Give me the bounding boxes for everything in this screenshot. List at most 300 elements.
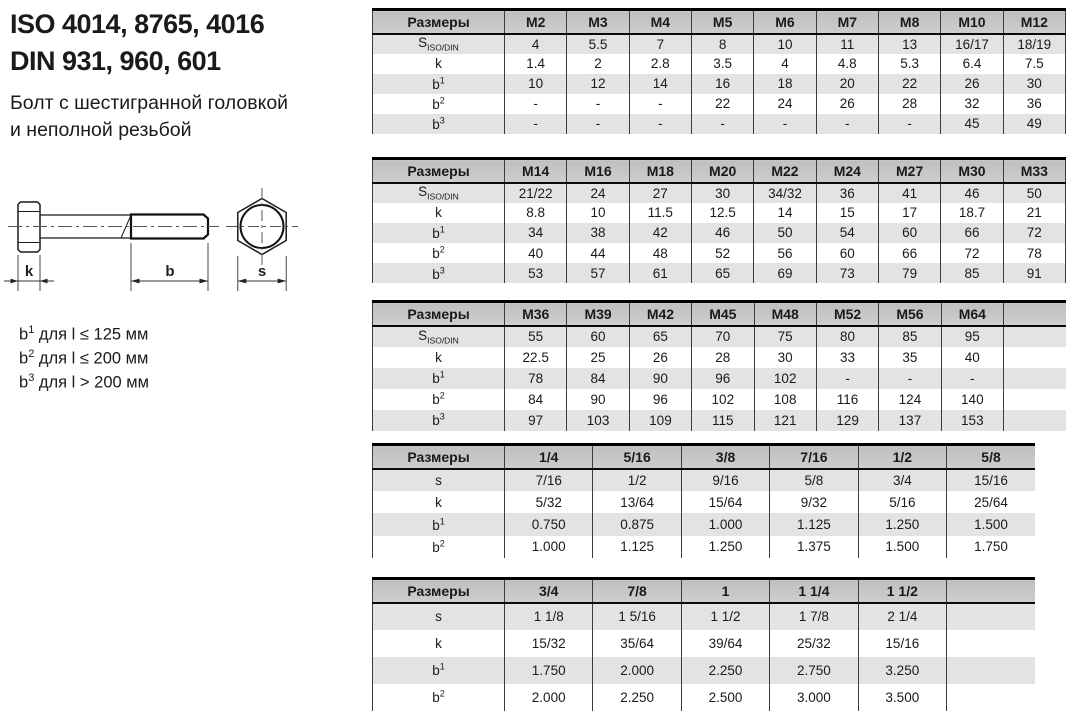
empty-cell: [1004, 368, 1067, 389]
size-column-header: M56: [879, 302, 941, 326]
dimension-value: 32: [941, 94, 1003, 114]
dimension-value: 85: [941, 263, 1003, 283]
table-corner-label: Размеры: [373, 159, 505, 183]
dimension-value: 7/16: [505, 469, 593, 491]
size-column-header: 1/2: [858, 445, 946, 469]
dimension-value: 4: [505, 34, 567, 54]
table-row: [373, 657, 1036, 684]
dimension-value: 2: [567, 54, 629, 74]
size-column-header: M30: [941, 159, 1003, 183]
dimension-value: 30: [754, 347, 816, 368]
dimension-value: 60: [878, 223, 940, 243]
dimension-value: 38: [567, 223, 629, 243]
dimension-value: 90: [629, 368, 691, 389]
dimension-value: 72: [941, 243, 1003, 263]
empty-column-header: [947, 579, 1035, 603]
din-standards-line: DIN 931, 960, 601: [10, 46, 221, 76]
dimension-value: 5/32: [505, 491, 593, 513]
description-line-1: Болт с шестигранной головкой: [10, 92, 289, 114]
table-row: [373, 513, 1036, 535]
empty-cell: [947, 684, 1035, 711]
dimension-value: 9/32: [770, 491, 858, 513]
row-header: [373, 491, 505, 513]
dimension-value: 7: [629, 34, 691, 54]
dimension-value: 65: [691, 263, 753, 283]
size-column-header: M64: [941, 302, 1003, 326]
size-column-header: M16: [567, 159, 629, 183]
table-row: [373, 389, 1067, 410]
size-column-header: 1: [681, 579, 769, 603]
dimension-value: 1.250: [681, 536, 769, 558]
dimension-value: 96: [692, 368, 754, 389]
dimension-value: 42: [629, 223, 691, 243]
dimension-label-s: s: [257, 263, 267, 280]
dimension-value: 25/32: [770, 630, 858, 657]
size-column-header: M33: [1003, 159, 1065, 183]
dimension-value: 52: [691, 243, 753, 263]
dimension-value: 57: [567, 263, 629, 283]
dimension-value: 102: [692, 389, 754, 410]
dimension-value: 1.750: [947, 536, 1035, 558]
dimension-value: 103: [567, 410, 629, 431]
dimension-value: 72: [1003, 223, 1065, 243]
size-column-header: M14: [505, 159, 567, 183]
dimension-value: 40: [505, 243, 567, 263]
dimension-value: 46: [941, 183, 1003, 203]
table-corner-label: Размеры: [373, 445, 505, 469]
dimension-value: 124: [879, 389, 941, 410]
dimension-value: 50: [754, 223, 816, 243]
row-label: k: [435, 205, 442, 221]
thread-length-note: $b^2$ для l ≤ 200 мм: [19, 348, 149, 368]
size-column-header: M24: [816, 159, 878, 183]
size-column-header: M12: [1003, 10, 1065, 34]
dimension-value: 16: [691, 74, 753, 94]
row-header: [373, 536, 505, 558]
dimension-value: 14: [754, 203, 816, 223]
dimension-value: 49: [1003, 114, 1065, 134]
row-header: [373, 347, 505, 368]
size-column-header: M27: [878, 159, 940, 183]
row-header: [373, 657, 505, 684]
dimension-value: 3.5: [691, 54, 753, 74]
dimension-value: 50: [1003, 183, 1065, 203]
dimension-value: 36: [816, 183, 878, 203]
dimension-value: 10: [567, 203, 629, 223]
row-label: $b^2$: [432, 244, 445, 262]
dimension-value: 12: [567, 74, 629, 94]
dimension-value: -: [816, 368, 878, 389]
dimension-value: -: [691, 114, 753, 134]
dimension-value: 95: [941, 326, 1003, 347]
row-header: [373, 263, 505, 283]
row-label: $S_{ISO/DIN}$: [418, 327, 459, 346]
row-header: [373, 54, 505, 74]
row-label: $b^1$: [432, 224, 445, 242]
dimension-value: 1.125: [593, 536, 681, 558]
dimension-value: 1.000: [681, 513, 769, 535]
row-label: s: [435, 609, 442, 624]
dimension-value: 80: [816, 326, 878, 347]
dimension-value: 20: [816, 74, 878, 94]
dimension-value: 79: [878, 263, 940, 283]
dimension-value: 55: [505, 326, 567, 347]
size-column-header: M20: [691, 159, 753, 183]
row-label: $b^3$: [432, 265, 445, 282]
dimension-value: 2.500: [681, 684, 769, 711]
dimension-value: 65: [629, 326, 691, 347]
dimension-value: 5.3: [878, 54, 940, 74]
dimension-value: 6.4: [941, 54, 1003, 74]
dimension-value: 22.5: [505, 347, 567, 368]
dimension-value: 21: [1003, 203, 1065, 223]
thread-length-note: $b^1$ для l ≤ 125 мм: [19, 324, 149, 344]
table-row: [373, 54, 1066, 74]
dimension-value: 41: [878, 183, 940, 203]
dimension-value: 22: [878, 74, 940, 94]
dimension-value: 66: [941, 223, 1003, 243]
empty-cell: [1004, 389, 1067, 410]
table-row: [373, 34, 1066, 54]
size-column-header: 5/8: [947, 445, 1035, 469]
dimension-value: 1.250: [858, 513, 946, 535]
table-row: [373, 347, 1067, 368]
dimension-value: 61: [629, 263, 691, 283]
dimension-value: -: [505, 114, 567, 134]
row-header: [373, 326, 505, 347]
row-header: [373, 684, 505, 711]
table-row: [373, 536, 1036, 558]
table-corner-label: Размеры: [373, 302, 505, 326]
row-label: $S_{ISO/DIN}$: [418, 184, 459, 202]
dimension-value: 129: [816, 410, 878, 431]
dimension-value: 56: [754, 243, 816, 263]
empty-cell: [947, 630, 1035, 657]
bolt-technical-drawing: [0, 160, 330, 305]
dimension-value: 25: [567, 347, 629, 368]
table-row: [373, 74, 1066, 94]
dimension-table-metric-small: [372, 8, 1066, 134]
dimension-value: 18/19: [1003, 34, 1065, 54]
dimension-value: 36: [1003, 94, 1065, 114]
dimension-value: 27: [629, 183, 691, 203]
dimension-value: 1/2: [593, 469, 681, 491]
dimension-value: 45: [941, 114, 1003, 134]
row-label: k: [435, 349, 442, 365]
dimension-value: 46: [691, 223, 753, 243]
row-label: k: [435, 494, 442, 510]
row-label: $S_{ISO/DIN}$: [418, 35, 459, 53]
dimension-value: -: [629, 94, 691, 114]
row-header: [373, 389, 505, 410]
bolt-end-view: [226, 188, 298, 291]
dimension-value: 17: [878, 203, 940, 223]
dimension-value: 30: [1003, 74, 1065, 94]
empty-cell: [1004, 410, 1067, 431]
dimension-value: 10: [505, 74, 567, 94]
table-row: [373, 410, 1067, 431]
row-header: [373, 203, 505, 223]
dimension-value: 2.250: [681, 657, 769, 684]
dimension-value: 5.5: [567, 34, 629, 54]
table-corner-label: Размеры: [373, 579, 505, 603]
thread-length-note: $b^3$ для l > 200 мм: [19, 372, 149, 392]
row-header: [373, 223, 505, 243]
dimension-value: 48: [629, 243, 691, 263]
size-column-header: 3/8: [681, 445, 769, 469]
row-label: $b^1$: [432, 369, 445, 387]
dimension-table-inch-small: [372, 443, 1035, 558]
empty-column-header: [1004, 302, 1067, 326]
empty-cell: [1004, 347, 1067, 368]
dimension-value: -: [879, 368, 941, 389]
size-column-header: 1/4: [505, 445, 593, 469]
dimension-value: 8: [691, 34, 753, 54]
bolt-side-view: [4, 202, 219, 291]
dimension-value: 102: [754, 368, 816, 389]
dimension-value: 1 1/8: [505, 603, 593, 630]
dimension-value: 34: [505, 223, 567, 243]
dimension-value: 2.8: [629, 54, 691, 74]
dimension-value: 115: [692, 410, 754, 431]
dimension-value: -: [629, 114, 691, 134]
dimension-value: 1 5/16: [593, 603, 681, 630]
table-corner-label: Размеры: [373, 10, 505, 34]
row-header: [373, 368, 505, 389]
dimension-value: 3.000: [770, 684, 858, 711]
dimension-value: 84: [505, 389, 567, 410]
dimension-value: 90: [567, 389, 629, 410]
row-label: $b^2$: [432, 538, 445, 556]
size-column-header: M39: [567, 302, 629, 326]
dimension-value: 53: [505, 263, 567, 283]
dimension-value: 96: [629, 389, 691, 410]
dimension-value: 1.375: [770, 536, 858, 558]
dimension-value: 15/16: [858, 630, 946, 657]
dimension-value: 73: [816, 263, 878, 283]
dimension-value: -: [816, 114, 878, 134]
table-row: [373, 326, 1067, 347]
size-column-header: 7/16: [770, 445, 858, 469]
dimension-value: 97: [505, 410, 567, 431]
dimension-value: -: [941, 368, 1003, 389]
row-header: [373, 410, 505, 431]
dimension-value: 5/16: [858, 491, 946, 513]
size-column-header: M48: [754, 302, 816, 326]
dimension-label-k: k: [24, 263, 34, 280]
size-column-header: M5: [691, 10, 753, 34]
size-column-header: M7: [816, 10, 878, 34]
table-row: [373, 243, 1066, 263]
dimension-value: 1.4: [505, 54, 567, 74]
dimension-value: 2.000: [505, 684, 593, 711]
size-column-header: M3: [567, 10, 629, 34]
empty-cell: [1004, 326, 1067, 347]
size-column-header: M52: [816, 302, 878, 326]
dimension-value: 85: [879, 326, 941, 347]
dimension-value: 44: [567, 243, 629, 263]
dimension-value: 15/16: [947, 469, 1035, 491]
row-label: $b^1$: [432, 75, 445, 92]
row-header: [373, 94, 505, 114]
dimension-value: 70: [692, 326, 754, 347]
size-column-header: M42: [629, 302, 691, 326]
dimension-value: 18.7: [941, 203, 1003, 223]
dimension-value: 2.000: [593, 657, 681, 684]
size-column-header: M4: [629, 10, 691, 34]
dimension-label-b: b: [165, 263, 175, 280]
dimension-value: 1 1/2: [681, 603, 769, 630]
dimension-value: 3.250: [858, 657, 946, 684]
description-line-2: и неполной резьбой: [10, 119, 192, 141]
dimension-value: 15: [816, 203, 878, 223]
dimension-value: -: [505, 94, 567, 114]
dimension-value: 116: [816, 389, 878, 410]
dimension-value: 22: [691, 94, 753, 114]
table-row: [373, 469, 1036, 491]
size-column-header: M45: [692, 302, 754, 326]
table-row: [373, 684, 1036, 711]
dimension-value: 9/16: [681, 469, 769, 491]
table-row: [373, 94, 1066, 114]
dimension-value: 91: [1003, 263, 1065, 283]
dimension-value: 153: [941, 410, 1003, 431]
size-column-header: M2: [505, 10, 567, 34]
table-row: [373, 263, 1066, 283]
dimension-value: 60: [816, 243, 878, 263]
dimension-value: 15/32: [505, 630, 593, 657]
dimension-value: 26: [629, 347, 691, 368]
dimension-value: 1.125: [770, 513, 858, 535]
row-header: [373, 603, 505, 630]
row-header: [373, 513, 505, 535]
dimension-value: 24: [567, 183, 629, 203]
size-column-header: M10: [941, 10, 1003, 34]
table-row: [373, 203, 1066, 223]
dimension-value: 28: [878, 94, 940, 114]
dimension-value: 2.250: [593, 684, 681, 711]
thread-length-notes: [19, 321, 149, 393]
row-header: [373, 469, 505, 491]
dimension-value: 15/64: [681, 491, 769, 513]
standards-title: [10, 6, 264, 80]
row-label: $b^1$: [432, 661, 445, 679]
dimension-value: 137: [879, 410, 941, 431]
size-column-header: 3/4: [505, 579, 593, 603]
dimension-value: 75: [754, 326, 816, 347]
dimension-value: 28: [692, 347, 754, 368]
empty-cell: [947, 657, 1035, 684]
dimension-value: -: [567, 94, 629, 114]
dimension-value: 69: [754, 263, 816, 283]
dimension-value: 13/64: [593, 491, 681, 513]
dimension-value: -: [567, 114, 629, 134]
dimension-value: 35/64: [593, 630, 681, 657]
size-column-header: M6: [754, 10, 816, 34]
dimension-value: 1.500: [947, 513, 1035, 535]
dimension-value: 26: [816, 94, 878, 114]
dimension-value: 0.875: [593, 513, 681, 535]
table-row: [373, 491, 1036, 513]
empty-cell: [947, 603, 1035, 630]
dimension-value: 14: [629, 74, 691, 94]
dimension-value: 121: [754, 410, 816, 431]
dimension-value: 11.5: [629, 203, 691, 223]
dimension-value: 0.750: [505, 513, 593, 535]
row-header: [373, 243, 505, 263]
row-label: k: [435, 635, 442, 651]
dimension-value: 10: [754, 34, 816, 54]
dimension-value: 54: [816, 223, 878, 243]
size-column-header: M36: [505, 302, 567, 326]
row-label: $b^2$: [432, 390, 445, 408]
row-header: [373, 630, 505, 657]
dimension-b: [131, 243, 208, 291]
dimension-value: 7.5: [1003, 54, 1065, 74]
size-column-header: 5/16: [593, 445, 681, 469]
dimension-table-inch-large: [372, 577, 1035, 711]
table-row: [373, 630, 1036, 657]
dimension-value: 30: [691, 183, 753, 203]
row-header: [373, 183, 505, 203]
dimension-value: 109: [629, 410, 691, 431]
dimension-value: 1.500: [858, 536, 946, 558]
dimension-value: 60: [567, 326, 629, 347]
dimension-value: 1.750: [505, 657, 593, 684]
size-column-header: 7/8: [593, 579, 681, 603]
dimension-value: 2.750: [770, 657, 858, 684]
dimension-value: 66: [878, 243, 940, 263]
dimension-value: 4.8: [816, 54, 878, 74]
size-column-header: M8: [878, 10, 940, 34]
dimension-value: 24: [754, 94, 816, 114]
dimension-table-metric-large: [372, 300, 1066, 431]
dimension-value: 26: [941, 74, 1003, 94]
dimension-value: 11: [816, 34, 878, 54]
dimension-value: 21/22: [505, 183, 567, 203]
size-column-header: M18: [629, 159, 691, 183]
dimension-value: 18: [754, 74, 816, 94]
row-header: [373, 74, 505, 94]
dimension-value: 84: [567, 368, 629, 389]
dimension-value: 8.8: [505, 203, 567, 223]
row-label: s: [435, 472, 442, 488]
row-label: $b^2$: [432, 95, 445, 112]
dimension-value: 12.5: [691, 203, 753, 223]
table-row: [373, 368, 1067, 389]
dimension-value: 13: [878, 34, 940, 54]
table-row: [373, 603, 1036, 630]
dimension-value: 40: [941, 347, 1003, 368]
size-column-header: M22: [754, 159, 816, 183]
iso-standards-line: ISO 4014, 8765, 4016: [10, 9, 265, 39]
row-label: k: [435, 56, 442, 71]
dimension-value: 78: [1003, 243, 1065, 263]
dimension-value: 3/4: [858, 469, 946, 491]
dimension-value: 35: [879, 347, 941, 368]
row-header: [373, 34, 505, 54]
dimension-value: 33: [816, 347, 878, 368]
dimension-value: 3.500: [858, 684, 946, 711]
table-row: [373, 114, 1066, 134]
row-header: [373, 114, 505, 134]
dimension-value: 1.000: [505, 536, 593, 558]
row-label: $b^1$: [432, 516, 445, 533]
dimension-value: 108: [754, 389, 816, 410]
row-label: $b^3$: [432, 411, 445, 429]
dimension-value: 34/32: [754, 183, 816, 203]
row-label: $b^3$: [432, 115, 445, 132]
